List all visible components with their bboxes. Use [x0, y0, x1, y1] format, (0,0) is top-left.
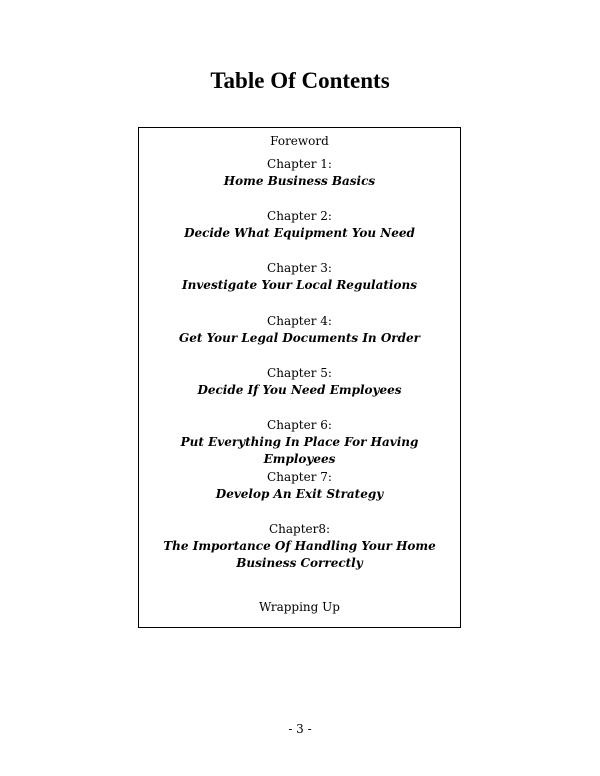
chapter-label: Chapter 1: [267, 157, 332, 171]
chapter-title: Home Business Basics [223, 174, 376, 188]
toc-chapter-1 [139, 156, 460, 190]
chapter-title: Decide If You Need Employees [197, 383, 402, 397]
toc-foreword: Foreword [270, 134, 329, 148]
toc-chapter-6 [139, 417, 460, 468]
toc-chapter-3 [139, 260, 460, 294]
table-of-contents-box [138, 127, 461, 628]
toc-wrapping-up: Wrapping Up [259, 600, 340, 614]
chapter-label: Chapter 5: [267, 366, 332, 380]
chapter-title: The Importance Of Handling Your Home Business Correctly [163, 539, 436, 570]
chapter-title: Put Everything In Place For Having Employees [180, 435, 419, 466]
chapter-title: Investigate Your Local Regulations [182, 278, 417, 292]
chapter-title: Develop An Exit Strategy [215, 487, 384, 501]
chapter-title: Get Your Legal Documents In Order [179, 331, 420, 345]
toc-chapter-4 [139, 313, 460, 347]
chapter-label: Chapter 4: [267, 314, 332, 328]
toc-chapter-7 [139, 469, 460, 503]
page-title: Table Of Contents [210, 68, 390, 93]
chapter-label: Chapter8: [268, 522, 331, 536]
page-number: - 3 - [288, 722, 312, 736]
chapter-label: Chapter 3: [267, 261, 332, 275]
toc-chapter-5 [139, 365, 460, 399]
toc-chapter-8 [139, 521, 460, 572]
toc-chapter-2 [139, 208, 460, 242]
chapter-label: Chapter 2: [267, 209, 332, 223]
chapter-label: Chapter 6: [267, 418, 332, 432]
chapter-label: Chapter 7: [267, 470, 332, 484]
chapter-title: Decide What Equipment You Need [184, 226, 415, 240]
